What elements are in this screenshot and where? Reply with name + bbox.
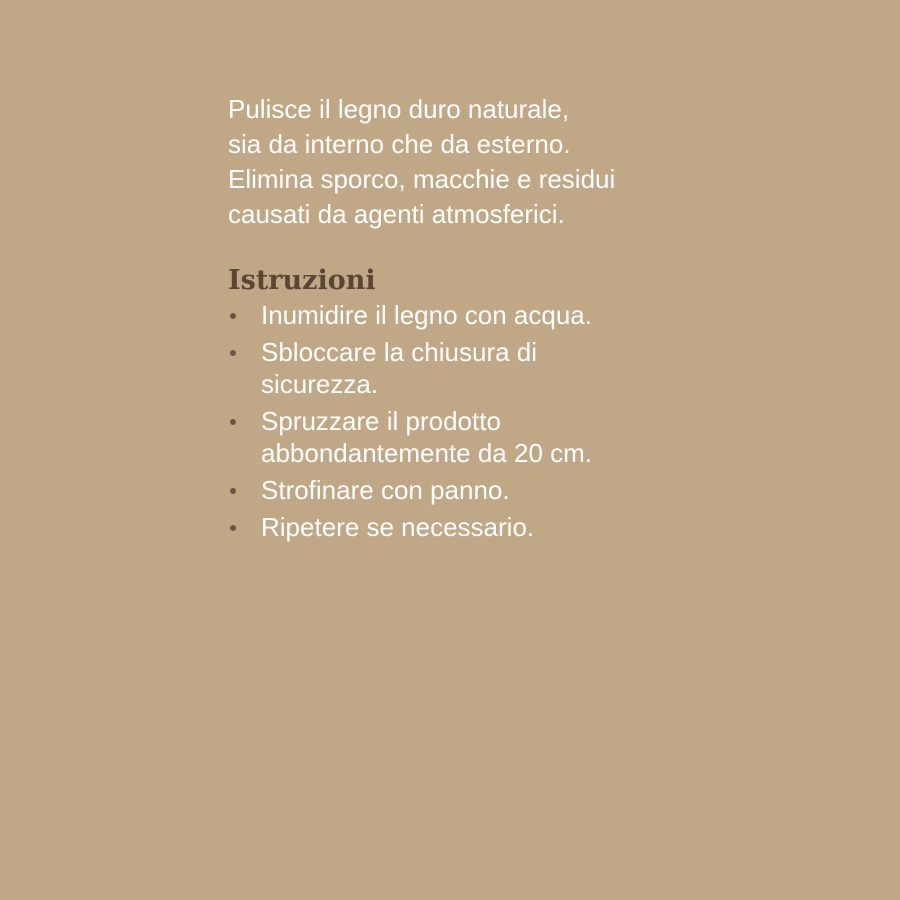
intro-line: causati da agenti atmosferici. [228, 199, 565, 229]
instruction-step [228, 405, 688, 469]
bullet-icon [230, 313, 236, 319]
step-text: Inumidire il legno con acqua. [261, 300, 592, 330]
intro-paragraph [228, 92, 688, 232]
intro-line: Elimina sporco, macchie e residui [228, 164, 616, 194]
intro-line: sia da interno che da esterno. [228, 129, 571, 159]
bullet-icon [230, 419, 236, 425]
intro-line: Pulisce il legno duro naturale, [228, 94, 570, 124]
bullet-icon [230, 525, 236, 531]
step-text: Strofinare con panno. [261, 475, 510, 505]
bullet-icon [230, 488, 236, 494]
step-text: Sbloccare la chiusura di [261, 337, 538, 367]
step-text: Spruzzare il prodotto [261, 406, 501, 436]
instructions-heading: Istruzioni [228, 265, 376, 296]
instruction-step [228, 336, 688, 400]
instruction-step [228, 511, 688, 543]
product-description [228, 92, 688, 548]
instruction-step [228, 474, 688, 506]
step-text: abbondantemente da 20 cm. [261, 438, 593, 468]
bullet-icon [230, 350, 236, 356]
step-text: sicurezza. [261, 369, 379, 399]
step-text: Ripetere se necessario. [261, 512, 535, 542]
instruction-step [228, 299, 688, 331]
instructions-list [228, 299, 688, 543]
